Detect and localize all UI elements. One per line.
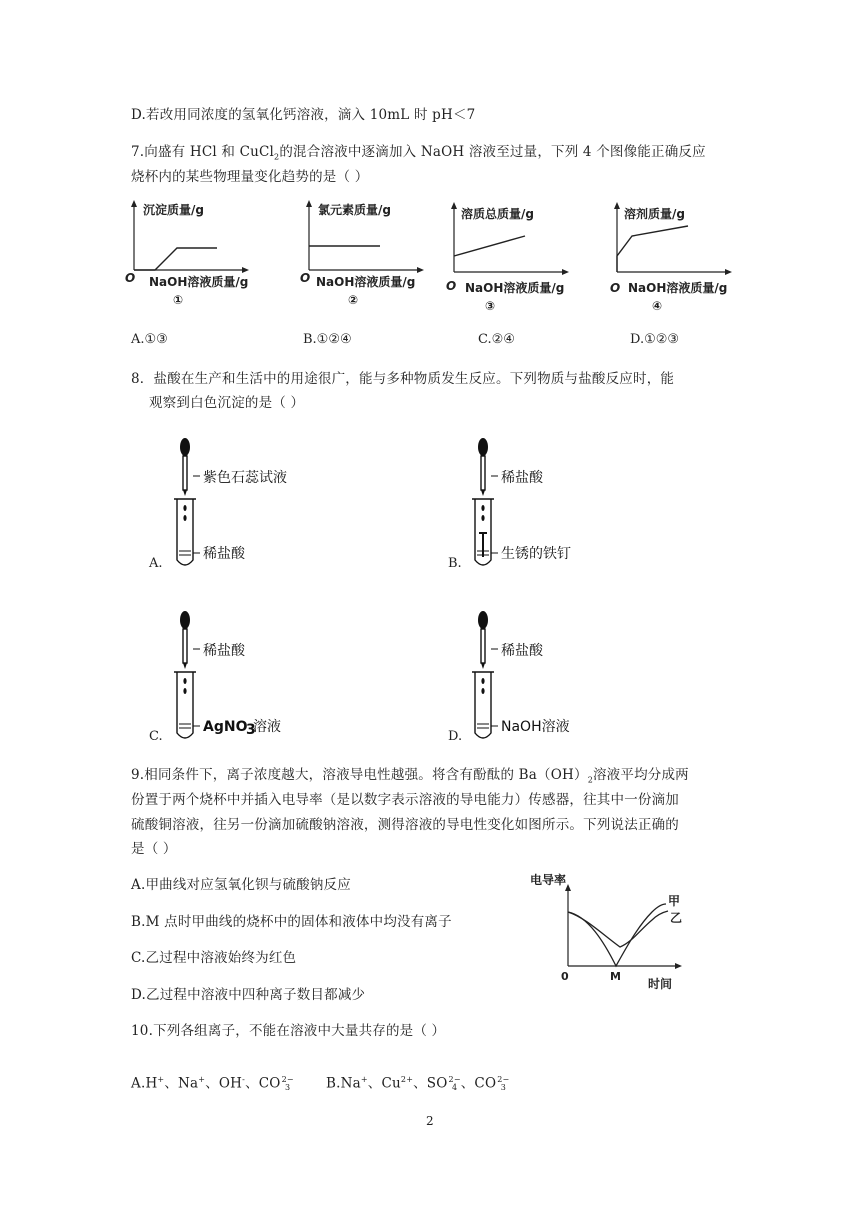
q8-b-tube-label: 生锈的铁钉 <box>501 546 571 562</box>
q8-setup-a <box>170 432 310 572</box>
q8-setup-b <box>468 432 608 572</box>
q7-graph-3-origin: O <box>446 279 457 293</box>
q8-option-d-letter: D. <box>448 729 463 744</box>
q9-graph-ylabel: 电导率 <box>530 873 567 887</box>
q7-stem-line2: 烧杯内的某些物理量变化趋势的是（ ） <box>131 169 369 185</box>
q9-option-d: D.乙过程中溶液中四种离子数目都减少 <box>131 987 366 1003</box>
q9-stem-line2: 份置于两个烧杯中并插入电导率（是以数字表示溶液的导电能力）传感器，往其中一份滴加 <box>131 792 679 808</box>
q9-stem-subscript: 2 <box>587 775 593 785</box>
q9-stem-line3: 硫酸铜溶液，往另一份滴加硫酸钠溶液，测得溶液的导电性变化如图所示。下列说法正确的 <box>131 817 679 833</box>
q8-a-tube-label: 稀盐酸 <box>203 546 245 562</box>
q10-b-co3-charge-bot: 3 <box>500 1083 506 1092</box>
q7-option-c: C.②④ <box>478 332 515 347</box>
q8-d-dropper-label: 稀盐酸 <box>501 643 543 659</box>
q7-graph-3-ylabel: 溶质总质量/g <box>461 207 534 221</box>
q9-graph-origin: 0 <box>561 970 569 983</box>
q10-b-cu: 、Cu <box>367 1075 401 1092</box>
q10-a-co3-charge <box>282 1076 294 1092</box>
q6-option-d: D.若改用同浓度的氢氧化钙溶液，滴入 10mL 时 pH＜7 <box>131 107 476 123</box>
q7-graph-1-ylabel: 沉淀质量/g <box>143 203 204 217</box>
q7-graph-2 <box>300 198 440 316</box>
q8-setup-c <box>170 605 310 745</box>
q7-stem-part-b: 的混合溶液中逐滴加入 NaOH 溶液至过量，下列 4 个图像能正确反应 <box>279 144 706 160</box>
q10-b-so4-charge-top: 2− <box>448 1075 461 1084</box>
q10-option-a <box>131 1071 294 1093</box>
q10-b-so: 、SO <box>413 1075 448 1092</box>
q9-graph-xlabel: 时间 <box>648 977 673 991</box>
q8-c-tube-label-b: 溶液 <box>253 719 281 735</box>
q7-option-b: B.①②④ <box>303 332 352 347</box>
q9-graph-curve-yi-label: 乙 <box>670 911 683 925</box>
q8-option-a-letter: A. <box>149 556 163 571</box>
q10-b-na-sup: + <box>360 1075 368 1084</box>
q7-stem-line1 <box>131 143 706 167</box>
q7-graph-3-number: ③ <box>485 299 496 313</box>
q7-graph-4-ylabel: 溶剂质量/g <box>624 207 685 221</box>
q7-graph-4 <box>608 200 748 318</box>
q7-graph-4-origin: O <box>610 281 621 295</box>
q10-b-so4-charge-bot: 4 <box>451 1083 458 1092</box>
q8-d-tube-label: NaOH溶液 <box>501 719 570 735</box>
q9-option-b: B.M 点时甲曲线的烧杯中的固体和液体中均没有离子 <box>131 914 452 930</box>
q7-option-d: D.①②③ <box>630 332 680 347</box>
q9-conductivity-graph <box>528 872 698 994</box>
q10-a-co3-charge-top: 2− <box>281 1075 294 1084</box>
q8-c-tube-label-a: AgNO <box>203 719 248 735</box>
q7-graph-3 <box>445 200 585 318</box>
q8-c-tube-label-sub: 3 <box>246 722 256 738</box>
q8-stem-line1: 8．盐酸在生产和生活中的用途很广，能与多种物质发生反应。下列物质与盐酸反应时，能 <box>131 371 675 387</box>
q10-a-h-sup: + <box>157 1075 165 1084</box>
q7-graph-1-xlabel: NaOH溶液质量/g <box>149 275 249 289</box>
dropper-bulb-icon <box>478 438 488 456</box>
q7-stem-part-a: 7.向盛有 HCl 和 CuCl <box>131 144 275 160</box>
q10-a-na: 、Na <box>164 1075 199 1092</box>
q9-stem-line1 <box>131 766 689 790</box>
q9-option-c: C.乙过程中溶液始终为红色 <box>131 950 297 966</box>
q8-stem-line2: 观察到白色沉淀的是（ ） <box>149 395 305 411</box>
q7-graph-2-origin: O <box>300 271 311 285</box>
dropper-bulb-icon <box>180 438 190 456</box>
q8-a-dropper-label: 紫色石蕊试液 <box>203 470 287 486</box>
q9-stem-line1-a: 9.相同条件下，离子浓度越大，溶液导电性越强。将含有酚酞的 Ba（OH） <box>131 767 588 783</box>
dropper-bulb-icon <box>478 611 488 629</box>
q10-a-h: A.H <box>131 1075 158 1092</box>
q10-b-cu-sup: 2+ <box>400 1075 414 1084</box>
q7-graph-1-origin: O <box>125 271 136 285</box>
q9-stem-line1-b: 溶液平均分成两 <box>592 767 689 783</box>
q7-graph-2-ylabel: 氯元素质量/g <box>318 203 391 217</box>
q10-b-na: B.Na <box>326 1075 361 1092</box>
q10-stem: 10.下列各组离子，不能在溶液中大量共存的是（ ） <box>131 1023 446 1039</box>
q7-graph-3-xlabel: NaOH溶液质量/g <box>465 281 565 295</box>
q10-a-oh: 、OH <box>205 1075 243 1092</box>
curve-jia <box>568 904 666 966</box>
q7-stem-subscript: 2 <box>274 152 280 162</box>
q8-setup-d <box>468 605 608 745</box>
q10-b-co3-charge-top: 2− <box>497 1075 510 1084</box>
q10-a-co: 、CO <box>245 1075 281 1092</box>
q10-b-co: 、CO <box>460 1075 497 1092</box>
q10-option-b <box>326 1071 509 1093</box>
q7-graph-4-number: ④ <box>652 299 663 313</box>
q8-option-c-letter: C. <box>149 729 163 744</box>
curve-yi <box>568 911 668 947</box>
q10-a-oh-sup: - <box>242 1075 246 1084</box>
dropper-bulb-icon <box>180 611 190 629</box>
page-number: 2 <box>426 1114 434 1128</box>
q9-graph-curve-jia-label: 甲 <box>668 894 681 908</box>
q7-graph-2-number: ② <box>348 293 359 307</box>
q10-a-na-sup: + <box>198 1075 206 1084</box>
q8-c-dropper-label: 稀盐酸 <box>203 643 245 659</box>
q9-stem-line4: 是（ ） <box>131 841 177 857</box>
q7-graph-2-xlabel: NaOH溶液质量/g <box>316 275 416 289</box>
q10-b-so4-charge <box>449 1076 461 1092</box>
q7-graph-1 <box>125 198 265 316</box>
q9-option-a: A.甲曲线对应氢氧化钡与硫酸钠反应 <box>131 877 351 893</box>
q7-option-a: A.①③ <box>131 332 168 347</box>
q10-a-co3-charge-bot: 3 <box>285 1083 291 1092</box>
q9-graph-m-label: M <box>610 970 621 983</box>
q10-b-co3-charge <box>497 1076 509 1092</box>
q7-graph-4-xlabel: NaOH溶液质量/g <box>628 281 728 295</box>
q8-b-dropper-label: 稀盐酸 <box>501 470 543 486</box>
q8-option-b-letter: B. <box>448 556 462 571</box>
q7-graph-1-number: ① <box>173 293 184 307</box>
